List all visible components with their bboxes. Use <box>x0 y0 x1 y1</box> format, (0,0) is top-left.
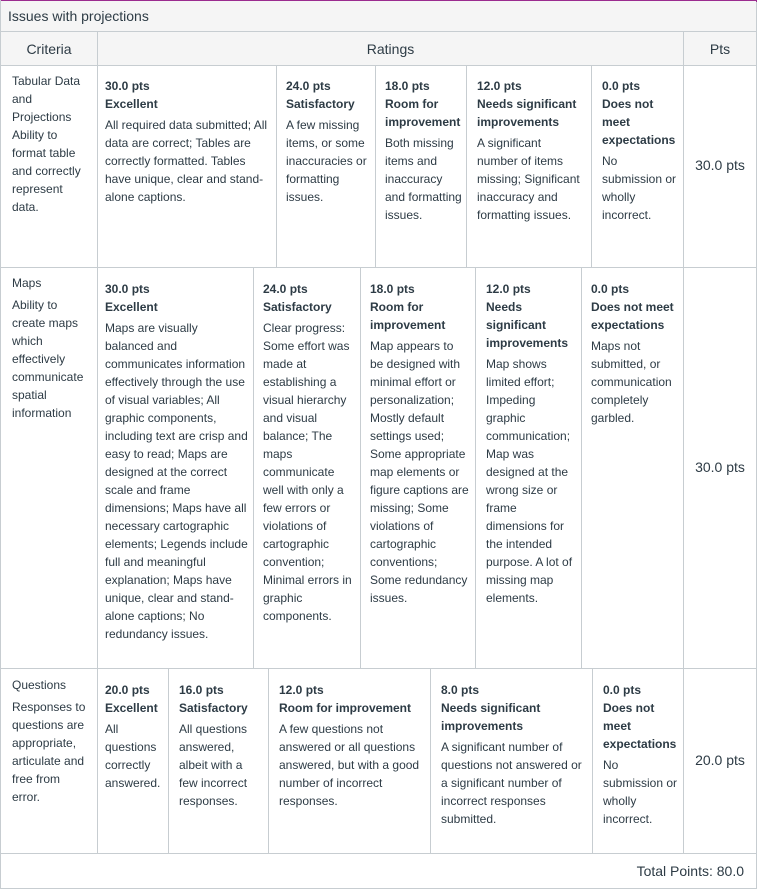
rating-points: 30.0 pts <box>105 79 150 93</box>
rating-cell[interactable] <box>179 681 263 810</box>
rating-description: All questions answered, albeit with a few incorrect responses. <box>179 722 248 808</box>
rating-label: Satisfactory <box>286 97 355 111</box>
rubric-footer <box>1 854 756 888</box>
rating-divider <box>592 669 593 853</box>
rating-points: 8.0 pts <box>441 683 480 697</box>
rating-divider <box>360 268 361 668</box>
criterion-title: Maps <box>12 276 42 290</box>
rating-label: Excellent <box>105 701 158 715</box>
rating-label: Needs significant improvements <box>441 701 541 733</box>
rating-divider <box>168 669 169 853</box>
rating-divider <box>253 268 254 668</box>
rating-divider <box>430 669 431 853</box>
rating-divider <box>375 66 376 267</box>
criteria-divider <box>97 32 98 854</box>
rating-points: 12.0 pts <box>279 683 324 697</box>
rating-points: 18.0 pts <box>385 79 430 93</box>
rating-description: All questions correctly answered. <box>105 722 161 790</box>
rating-label: Does not meet expectations <box>602 97 676 147</box>
rating-cell[interactable] <box>385 77 463 224</box>
rating-description: All required data submitted; All data are correct; Tables are correctly formatted. Tables have unique, clear and stand-alone captions. <box>105 118 268 204</box>
rating-cell[interactable] <box>286 77 370 206</box>
criterion-questions <box>12 676 90 806</box>
rating-cell[interactable] <box>441 681 587 828</box>
rating-cell[interactable] <box>602 77 680 224</box>
rating-label: Room for improvement <box>279 701 412 715</box>
pts-header: Pts <box>709 40 731 57</box>
criterion-title: Tabular Data and Projections <box>12 74 81 124</box>
header-row <box>1 32 756 66</box>
rating-points: 18.0 pts <box>370 282 415 296</box>
rating-points: 30.0 pts <box>105 282 150 296</box>
total-points: Total Points: 80.0 <box>636 863 744 879</box>
criterion-points: 20.0 pts <box>695 752 745 768</box>
rating-description: Maps not submitted, or communication completely garbled. <box>591 339 672 425</box>
rating-description: A significant number of items missing; Significant inaccuracy and formatting issues. <box>477 136 580 222</box>
rating-description: Map appears to be designed with minimal effort or personalization; Mostly default settings used; Some appropriate map elements or figure captions are missing; Some violations of cartographic conventions; Some redundancy issues. <box>370 339 469 605</box>
criterion-points: 30.0 pts <box>695 157 745 173</box>
rating-label: Room for improvement <box>385 97 461 129</box>
rating-divider <box>276 66 277 267</box>
rating-points: 20.0 pts <box>105 683 150 697</box>
rating-description: Clear progress: Some effort was made at establishing a visual hierarchy and visual balance; The maps communicate well with only a few errors or violations of cartographic convention; Minimal errors in graphic components. <box>263 321 352 623</box>
rating-points: 24.0 pts <box>263 282 308 296</box>
rating-divider <box>475 268 476 668</box>
rating-cell[interactable] <box>591 280 679 427</box>
rating-cell[interactable] <box>105 280 248 643</box>
rating-label: Satisfactory <box>263 300 332 314</box>
rating-label: Room for improvement <box>370 300 446 332</box>
rating-points: 0.0 pts <box>591 282 630 296</box>
rating-description: No submission or wholly incorrect. <box>602 154 677 222</box>
rating-label: Satisfactory <box>179 701 248 715</box>
rating-points: 0.0 pts <box>602 79 641 93</box>
rating-label: Does not meet expectations <box>603 701 677 751</box>
rating-divider <box>268 669 269 853</box>
row-divider <box>1 668 756 669</box>
rating-description: No submission or wholly incorrect. <box>603 758 678 826</box>
rating-description: Maps are visually balanced and communicates information effectively through the use of visual variables; All graphic components, including text are crisp and easy to read; Maps are designed at the correct scale and frame dimensions; Maps have all necessary cartographic elements; Legends include full and meaningful explanation; Maps have unique, clear and stand-alone captions; No redundancy issues. <box>105 321 248 641</box>
rating-divider <box>466 66 467 267</box>
rating-label: Excellent <box>105 300 158 314</box>
criterion-title: Questions <box>12 678 67 692</box>
rating-cell[interactable] <box>105 77 271 206</box>
rating-label: Does not meet expectations <box>591 300 674 332</box>
rubric-title-bar <box>1 1 756 32</box>
criterion-points: 30.0 pts <box>695 459 745 475</box>
rating-description: A significant number of questions not answered or a significant number of incorrect responses submitted. <box>441 740 582 826</box>
row-divider <box>1 267 756 268</box>
rating-cell[interactable] <box>486 280 576 607</box>
rating-cell[interactable] <box>105 681 163 792</box>
rating-description: Both missing items and inaccuracy and formatting issues. <box>385 136 462 222</box>
rating-points: 0.0 pts <box>603 683 642 697</box>
rating-description: A few questions not answered or all questions answered, but with a good number of incorrect responses. <box>279 722 420 808</box>
rating-points: 12.0 pts <box>477 79 522 93</box>
rating-points: 16.0 pts <box>179 683 224 697</box>
rating-cell[interactable] <box>279 681 425 810</box>
rating-cell[interactable] <box>263 280 355 625</box>
criterion-description: Ability to create maps which effectively communicate spatial information <box>12 298 84 420</box>
rating-description: Map shows limited effort; Impeding graphic communication; Map was designed at the wrong size or frame dimensions for the intended purpose. A lot of missing map elements. <box>486 357 573 605</box>
rating-cell[interactable] <box>603 681 679 828</box>
criterion-description: Responses to questions are appropriate, articulate and free from error. <box>12 700 86 804</box>
rating-label: Needs significant improvements <box>486 300 569 350</box>
rating-points: 24.0 pts <box>286 79 331 93</box>
rubric-title: Issues with projections <box>8 8 149 24</box>
rating-description: A few missing items, or some inaccuracies or formatting issues. <box>286 118 367 204</box>
rating-divider <box>581 268 582 668</box>
pts-divider <box>683 32 684 854</box>
rating-points: 12.0 pts <box>486 282 531 296</box>
rating-cell[interactable] <box>477 77 585 224</box>
ratings-header: Ratings <box>366 40 415 57</box>
criterion-description: Ability to format table and correctly represent data. <box>12 128 81 214</box>
criteria-header: Criteria <box>26 40 72 57</box>
criterion-maps <box>12 274 90 422</box>
rating-divider <box>591 66 592 267</box>
rating-label: Needs significant improvements <box>477 97 577 129</box>
criterion-tabular-data <box>12 72 90 216</box>
rating-cell[interactable] <box>370 280 470 607</box>
rating-label: Excellent <box>105 97 158 111</box>
